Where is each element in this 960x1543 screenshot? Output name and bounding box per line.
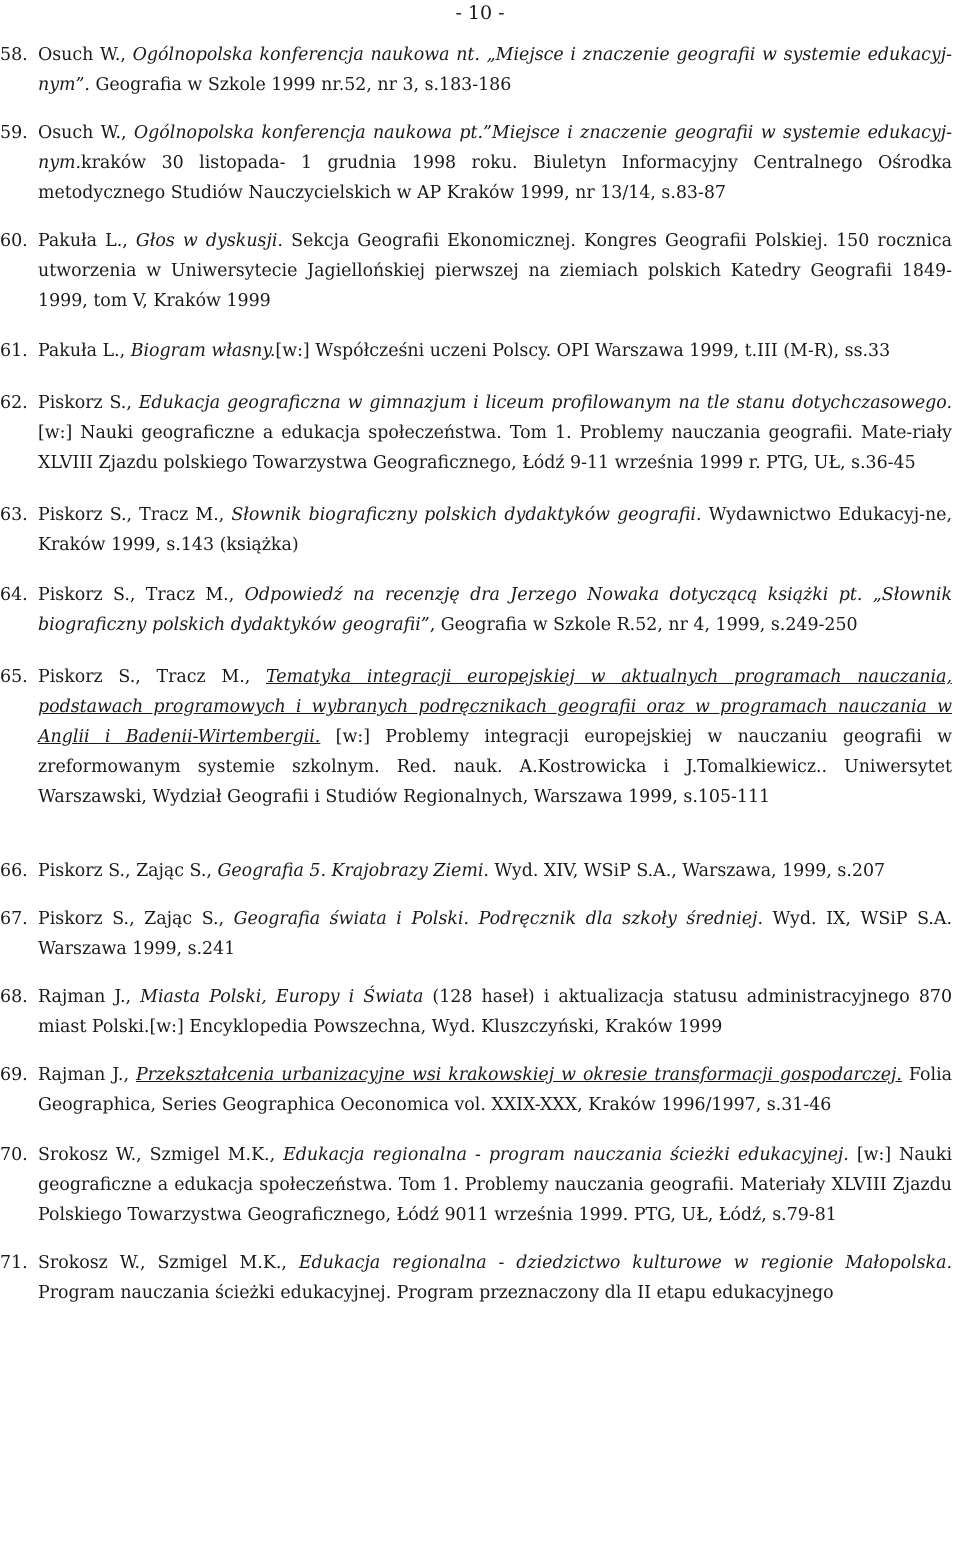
entry-title: Biogram własny. (130, 341, 276, 361)
entry-title: Edukacja regionalna - program nauczania ścieżki edukacyjnej. (283, 1145, 849, 1165)
entry-text: Piskorz S., Tracz M., (38, 667, 267, 687)
entry-text: Piskorz S., Zając S., (38, 861, 218, 881)
entry-text: [w:] Problemy integracji europejskiej w nauczaniu geografii w zreformowanym systemie szkolnym. Red. nauk. A.Kostrowicka i J.Tomalkiewicz.. Uniwersytet Warszawski, Wydział Geografii i Studiów Regionalnych, Warszawa 1999, s.105-111 (38, 727, 952, 807)
entry-title: Ogólnopolska konferencja naukowa pt.”Miejsce i znaczenie geografii w systemie edukacyj-nym. (38, 123, 952, 173)
bibliography-entry (0, 500, 960, 560)
entry-title: Miasta Polski, Europy i Świata (140, 987, 424, 1007)
entry-number: 61. (0, 341, 28, 361)
entry-text: Rajman J., (38, 1065, 136, 1085)
entry-text: Pakuła L., (38, 231, 136, 251)
entry-title: Ogólnopolska konferencja naukowa nt. „Miejsce i znaczenie geografii w systemie edukacyj-nym”. (38, 45, 952, 95)
bibliography-entry (0, 1140, 960, 1230)
bibliography-entry (0, 580, 960, 640)
bibliography-entry (0, 856, 960, 886)
entry-number: 58. (0, 45, 28, 65)
entry-text: Wydawnictwo Edukacyj-ne, Kraków 1999, s.143 (książka) (38, 505, 952, 555)
bibliography-entry (0, 904, 960, 964)
entry-title: Słownik biograficzny polskich dydaktyków geografii. (231, 505, 702, 525)
bibliography-list (0, 40, 960, 1308)
entry-text: Geografia w Szkole 1999 nr.52, nr 3, s.183-186 (89, 75, 512, 95)
entry-number: 70. (0, 1145, 28, 1165)
entry-title: Geografia 5. Krajobrazy Ziemi (217, 861, 484, 881)
entry-number: 60. (0, 231, 28, 251)
bibliography-entry (0, 1060, 960, 1120)
entry-text: Rajman J., (38, 987, 141, 1007)
entry-text: [w:] Nauki geograficzne a edukacja społeczeństwa. Tom 1. Problemy nauczania geografii. Mate-riały XLVIII Zjazdu polskiego Towarzystwa Geograficznego, Łódź 9-11 września 1999 r. PTG, UŁ, s.36-45 (38, 423, 952, 473)
entry-number: 66. (0, 861, 28, 881)
bibliography-entry (0, 118, 960, 208)
entry-text: Piskorz S., Zając S., (38, 909, 234, 929)
entry-text: Piskorz S., Tracz M., (38, 585, 245, 605)
entry-text: Srokosz W., Szmigel M.K., (38, 1253, 299, 1273)
entry-title: Odpowiedź na recenzję dra Jerzego Nowaka dotyczącą książki pt. „Słownik biograficzny polskich dydaktyków geografii” (38, 585, 952, 635)
entry-number: 67. (0, 909, 28, 929)
entry-number: 71. (0, 1253, 28, 1273)
entry-text: . Wyd. IX, WSiP S.A. Warszawa 1999, s.241 (38, 909, 952, 959)
entry-number: 63. (0, 505, 28, 525)
entry-text: [w:] Nauki geograficzne a edukacja społeczeństwa. Tom 1. Problemy nauczania geografii. Materiały XLVIII Zjazdu Polskiego Towarzystwa Geograficznego, Łódź 9011 września 1999. PTG, UŁ, Łódź, s.79-81 (38, 1145, 953, 1225)
entry-number: 62. (0, 393, 28, 413)
entry-title: Edukacja geograficzna w gimnazjum i liceum profilowanym na tle stanu dotychczasowego. (138, 393, 953, 413)
entry-title: Tematyka integracji europejskiej w aktualnych programach nauczania, podstawach programowych i wybranych podręcznikach geografii oraz w programach nauczania w Anglii i Badenii-Wirtembergii. (38, 667, 952, 747)
entry-text: kraków 30 listopada- 1 grudnia 1998 roku. Biuletyn Informacyjny Centralnego Ośrodka metodycznego Studiów Nauczycielskich w AP Kraków 1999, nr 13/14, s.83-87 (38, 153, 952, 203)
entry-text: Folia Geographica, Series Geographica Oeconomica vol. XXIX-XXX, Kraków 1996/1997, s.31-46 (38, 1065, 953, 1115)
bibliography-entry (0, 336, 960, 366)
entry-text: Osuch W., (38, 45, 133, 65)
entry-text: Osuch W., (38, 123, 134, 143)
entry-number: 69. (0, 1065, 28, 1085)
bibliography-entry (0, 982, 960, 1042)
entry-text: Piskorz S., Tracz M., (38, 505, 232, 525)
entry-title: Głos w dyskusji (135, 231, 278, 251)
entry-text: . Wyd. XIV, WSiP S.A., Warszawa, 1999, s.207 (483, 861, 886, 881)
entry-text: Program nauczania ścieżki edukacyjnej. Program przeznaczony dla II etapu edukacyjnego (38, 1283, 834, 1303)
entry-title: Edukacja regionalna - dziedzictwo kulturowe w regionie Małopolska. (298, 1253, 952, 1273)
bibliography-entry (0, 40, 960, 100)
entry-number: 59. (0, 123, 28, 143)
entry-title: Geografia świata i Polski. Podręcznik dla szkoły średniej (233, 909, 758, 929)
entry-number: 65. (0, 667, 28, 687)
entry-text: Pakuła L., (38, 341, 131, 361)
entry-text: Piskorz S., (38, 393, 139, 413)
entry-text: , Geografia w Szkole R.52, nr 4, 1999, s.249-250 (429, 615, 858, 635)
entry-text: [w:] Współcześni uczeni Polscy. OPI Warszawa 1999, t.III (M-R), ss.33 (275, 341, 891, 361)
bibliography-entry (0, 388, 960, 478)
entry-title: Przekształcenia urbanizacyjne wsi krakowskiej w okresie transformacji gospodarczej. (135, 1065, 902, 1085)
entry-text: (128 haseł) i aktualizacja statusu administracyjnego 870 miast Polski.[w:] Encyklopedia Powszechna, Wyd. Kluszczyński, Kraków 1999 (38, 987, 953, 1037)
entry-text: . Sekcja Geografii Ekonomicznej. Kongres Geografii Polskiej. 150 rocznica utworzenia w Uniwersytecie Jagiellońskiej pierwszej na ziemiach polskich Katedry Geografii 1849-1999, tom V, Kraków 1999 (38, 231, 952, 311)
bibliography-entry (0, 662, 960, 812)
entry-text: Srokosz W., Szmigel M.K., (38, 1145, 284, 1165)
bibliography-entry (0, 226, 960, 316)
bibliography-entry (0, 1248, 960, 1308)
page-number: - 10 - (455, 2, 505, 24)
entry-number: 64. (0, 585, 28, 605)
entry-number: 68. (0, 987, 28, 1007)
